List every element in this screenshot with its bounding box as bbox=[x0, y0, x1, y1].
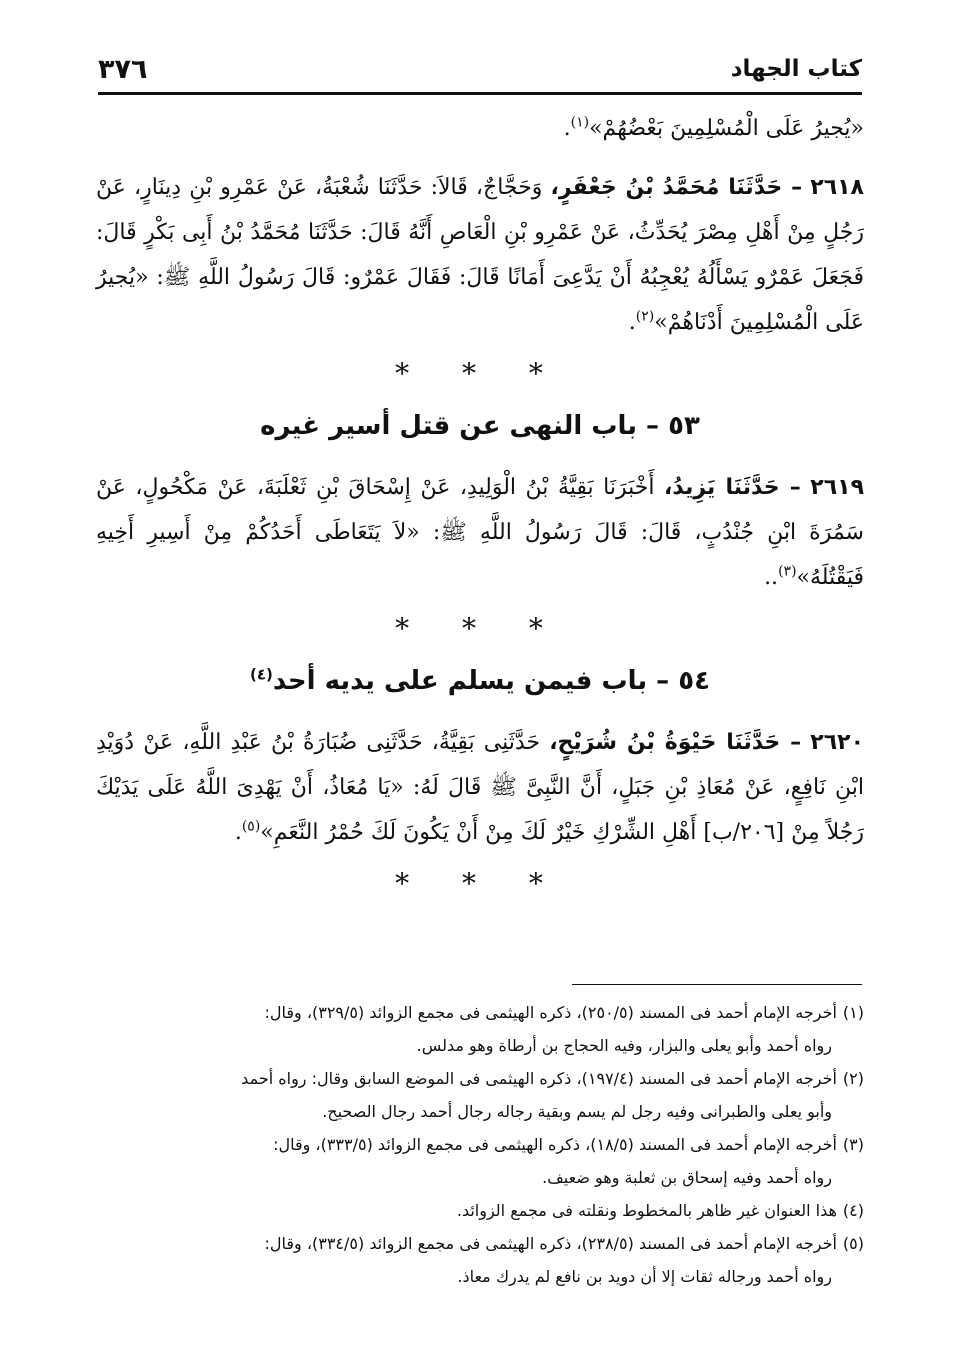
continued-hadith-text bbox=[96, 106, 864, 151]
footnote-ref: (٥) bbox=[241, 818, 261, 835]
chapter-heading-54 bbox=[96, 658, 864, 704]
footnote-ref: (٤) bbox=[250, 665, 273, 684]
footnote-text-continued: وأبو يعلى والطبرانى وفيه رجل لم يسم وبقية رجاله رجال أحمد رجال الصحيح. bbox=[322, 1102, 832, 1121]
hadith-number: ٢٦٢٠ bbox=[810, 730, 865, 755]
hadith-number: ٢٦١٩ bbox=[810, 475, 864, 500]
footnote-number: (١) bbox=[842, 1003, 864, 1022]
footnote-2 bbox=[96, 1062, 864, 1128]
section-separator: * * * bbox=[395, 867, 565, 900]
section-separator: * * * bbox=[395, 357, 565, 390]
footnote-number: (٥) bbox=[842, 1234, 864, 1253]
hadith-text: حَدَّثَنِى بَقِيَّةُ، حَدَّثَنِى ضُبَارَةُ بْنُ عَبْدِ اللَّهِ، عَنْ دُوَيْدِ ابْنِ نَافِعٍ، عَنْ مُعَاذِ بْنِ جَبَلٍ، أَنَّ النَّبِىَّ ﷺ قَالَ لَهُ: «يَا مُعَاذُ، أَنْ يَهْدِىَ اللَّهُ عَلَى يَدَيْكَ رَجُلاً مِنْ [٢٠٦/ب] أَهْلِ الشِّرْكِ خَيْرٌ لَكَ مِنْ أَنْ يَكُونَ لَكَ حُمْرُ النَّعَمِ» bbox=[96, 730, 864, 845]
footnote-1 bbox=[96, 996, 864, 1062]
footnotes bbox=[96, 996, 864, 1293]
chapter-heading-53 bbox=[96, 403, 864, 449]
hadith-text: «يُجيرُ عَلَى الْمُسْلِمِينَ بَعْضُهُمْ» bbox=[589, 116, 864, 141]
hadith-2619 bbox=[96, 465, 864, 600]
hadith-text: وَحَجَّاجٌ، قَالاَ: حَدَّثَنَا شُعْبَةُ، عَنْ عَمْرِو بْنِ دِينَارٍ، عَنْ رَجُلٍ مِنْ أَهْلِ مِصْرَ يُحَدِّثُ، عَنْ عَمْرِو بْنِ الْعَاصِ أَنَّهُ قَالَ: حَدَّثَنَا مُحَمَّدُ بْنُ أَبِى بَكْرٍ قَالَ: فَجَعَلَ عَمْرٌو يَسْأَلُهُ يُعْجِبُهُ أَنْ يَدَّعِىَ أَمَانًا قَالَ: فَقَالَ عَمْرٌو: قَالَ رَسُولُ اللَّهِ ﷺ: «يُجيرُ عَلَى الْمُسْلِمِينَ أَدْنَاهُمْ» bbox=[96, 175, 864, 335]
page-number: ٣٧٦ bbox=[98, 53, 148, 85]
hadith-2618 bbox=[96, 165, 864, 345]
sentence-end: . bbox=[563, 116, 571, 141]
narrator-lead: – حَدَّثَنَا مُحَمَّدُ بْنُ جَعْفَرٍ، bbox=[550, 175, 803, 200]
hadith-2620 bbox=[96, 720, 864, 855]
sentence-end: .. bbox=[764, 565, 779, 590]
footnote-rule bbox=[572, 984, 862, 985]
chapter-title: ٥٣ – باب النهى عن قتل أسير غيره bbox=[260, 411, 700, 441]
hadith-text: أَخْبَرَنَا بَقِيَّةُ بْنُ الْوَلِيدِ، عَنْ إِسْحَاقَ بْنِ ثَعْلَبَةَ، عَنْ مَكْحُولٍ، عَنْ سَمُرَةَ ابْنِ جُنْدُبٍ، قَالَ: قَالَ رَسُولُ اللَّهِ ﷺ: «لاَ يَتَعَاطَى أَحَدُكُمْ مِنْ أَسِيرِ أَخِيهِ فَيَقْتُلَهُ» bbox=[96, 475, 864, 590]
running-head bbox=[98, 48, 862, 90]
footnote-text: أخرجه الإمام أحمد فى المسند (١٨/٥)، ذكره الهيثمى فى مجمع الزوائد (٣٣٣/٥)، وقال: bbox=[273, 1135, 837, 1154]
footnote-3 bbox=[96, 1128, 864, 1194]
main-text bbox=[96, 106, 864, 913]
footnote-number: (٣) bbox=[842, 1135, 864, 1154]
footnote-text-continued: رواه أحمد وفيه إسحاق بن ثعلبة وهو ضعيف. bbox=[542, 1168, 832, 1187]
footnote-5 bbox=[96, 1227, 864, 1293]
hadith-number: ٢٦١٨ bbox=[810, 175, 864, 200]
sentence-end: . bbox=[628, 310, 636, 335]
footnote-number: (٤) bbox=[842, 1201, 864, 1220]
footnote-text: أخرجه الإمام أحمد فى المسند (٢٣٨/٥)، ذكره الهيثمى فى مجمع الزوائد (٣٣٤/٥)، وقال: bbox=[264, 1234, 837, 1253]
footnote-4 bbox=[96, 1194, 864, 1227]
footnote-number: (٢) bbox=[842, 1069, 864, 1088]
section-separator: * * * bbox=[395, 612, 565, 645]
footnote-text-continued: رواه أحمد ورجاله ثقات إلا أن دويد بن نافع لم يدرك معاذ. bbox=[457, 1267, 832, 1286]
header-rule bbox=[98, 92, 862, 95]
chapter-title: ٥٤ – باب فيمن يسلم على يديه أحد bbox=[272, 666, 710, 696]
footnote-ref: (١) bbox=[570, 114, 590, 131]
sentence-end: . bbox=[234, 820, 242, 845]
footnote-ref: (٣) bbox=[778, 563, 797, 580]
narrator-lead: – حَدَّثَنَا حَيْوَةُ بْنُ شُرَيْحٍ، bbox=[549, 730, 802, 755]
footnote-text: هذا العنوان غير ظاهر بالمخطوط ونقلته فى مجمع الزوائد. bbox=[456, 1201, 837, 1220]
footnote-ref: (٢) bbox=[635, 308, 655, 325]
footnote-text: أخرجه الإمام أحمد فى المسند (١٩٧/٤)، ذكره الهيثمى فى الموضع السابق وقال: رواه أحمد bbox=[241, 1069, 837, 1088]
book-title: كتاب الجهاد bbox=[730, 56, 862, 82]
narrator-lead: – حَدَّثَنَا يَزِيدُ، bbox=[664, 475, 801, 500]
footnote-text-continued: رواه أحمد وأبو يعلى والبزار، وفيه الحجاج بن أرطاة وهو مدلس. bbox=[416, 1036, 832, 1055]
footnote-text: أخرجه الإمام أحمد فى المسند (٢٥٠/٥)، ذكره الهيثمى فى مجمع الزوائد (٣٢٩/٥)، وقال: bbox=[264, 1003, 837, 1022]
